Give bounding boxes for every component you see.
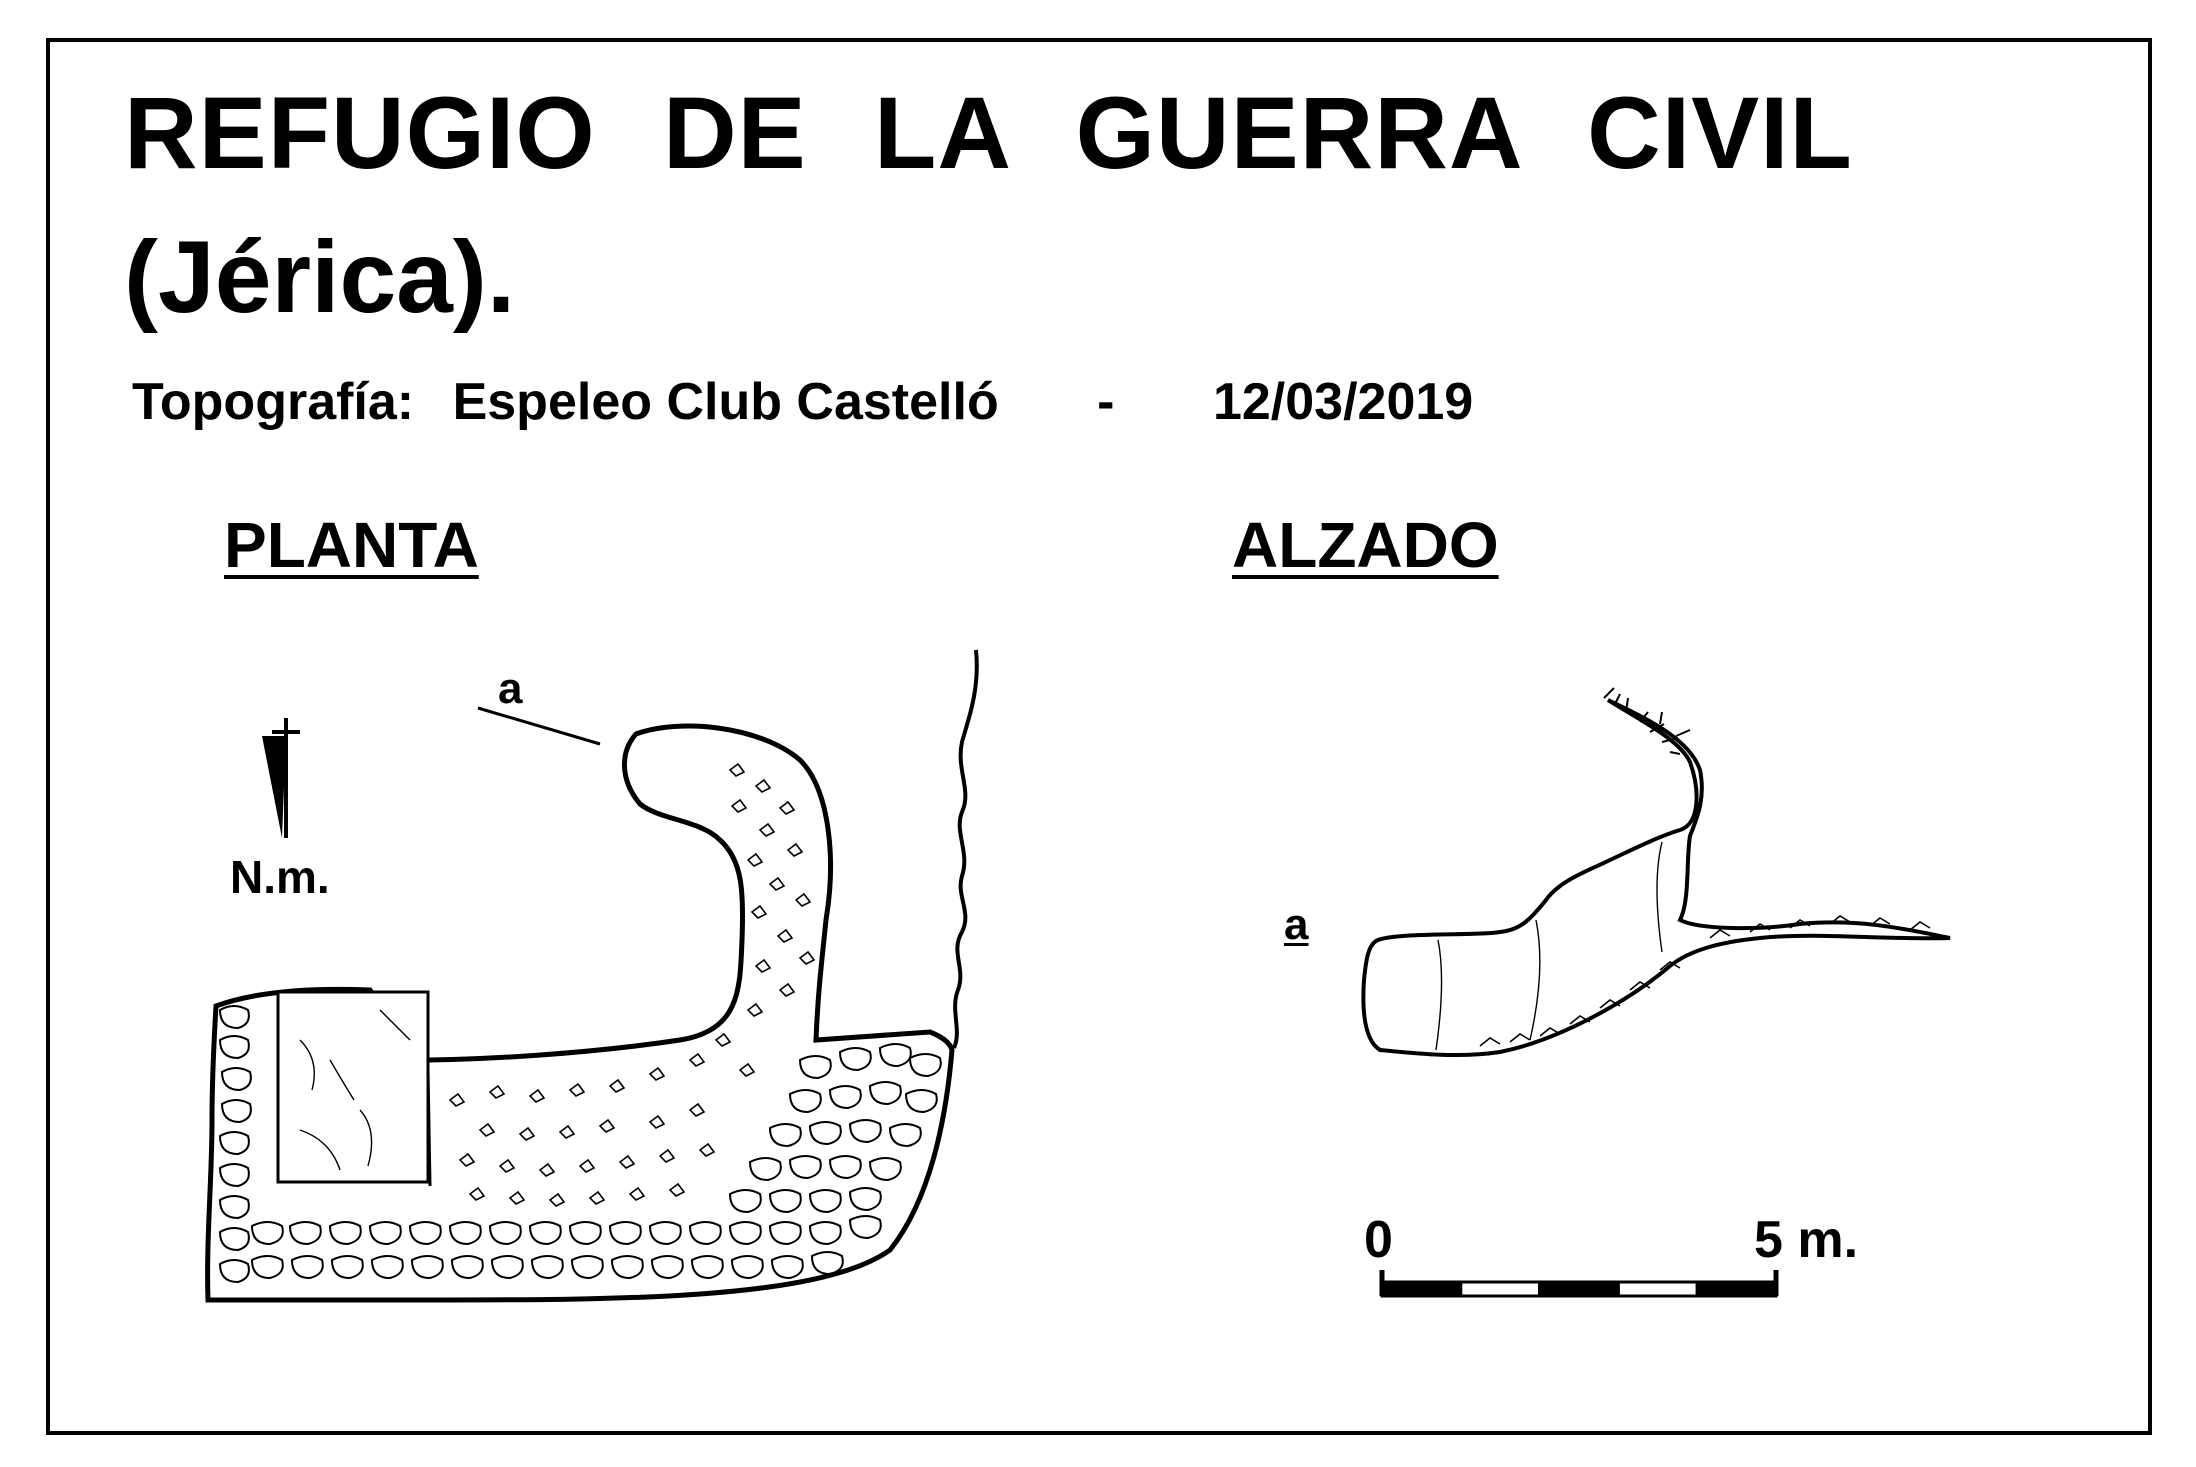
- elevation-view-title: ALZADO: [1232, 509, 1499, 581]
- scale-bar-segment: [1618, 1282, 1697, 1296]
- elevation-section-marker: a: [1284, 900, 1309, 949]
- credits-date: 12/03/2019: [1212, 373, 1474, 431]
- scale-end-label: 5 m.: [1754, 1211, 1859, 1269]
- credits-separator: -: [1097, 373, 1115, 431]
- north-magnetic-label: N.m.: [230, 851, 330, 903]
- scale-bar-segment: [1382, 1282, 1461, 1296]
- map-title: REFUGIO DE LA GUERRA CIVIL: [124, 76, 1853, 190]
- scale-bar-segment: [1461, 1282, 1540, 1296]
- plan-section-marker: a: [498, 664, 523, 713]
- credits-label: Topografía:: [132, 373, 415, 431]
- credits-author: Espeleo Club Castelló: [452, 373, 999, 431]
- scale-start-label: 0: [1364, 1211, 1393, 1269]
- plan-view-title: PLANTA: [224, 509, 479, 581]
- scale-bar-segment: [1540, 1282, 1619, 1296]
- scale-bar-segment: [1697, 1282, 1776, 1296]
- map-subtitle-location: (Jérica).: [124, 220, 516, 334]
- scale-bar-segments: [1382, 1270, 1776, 1296]
